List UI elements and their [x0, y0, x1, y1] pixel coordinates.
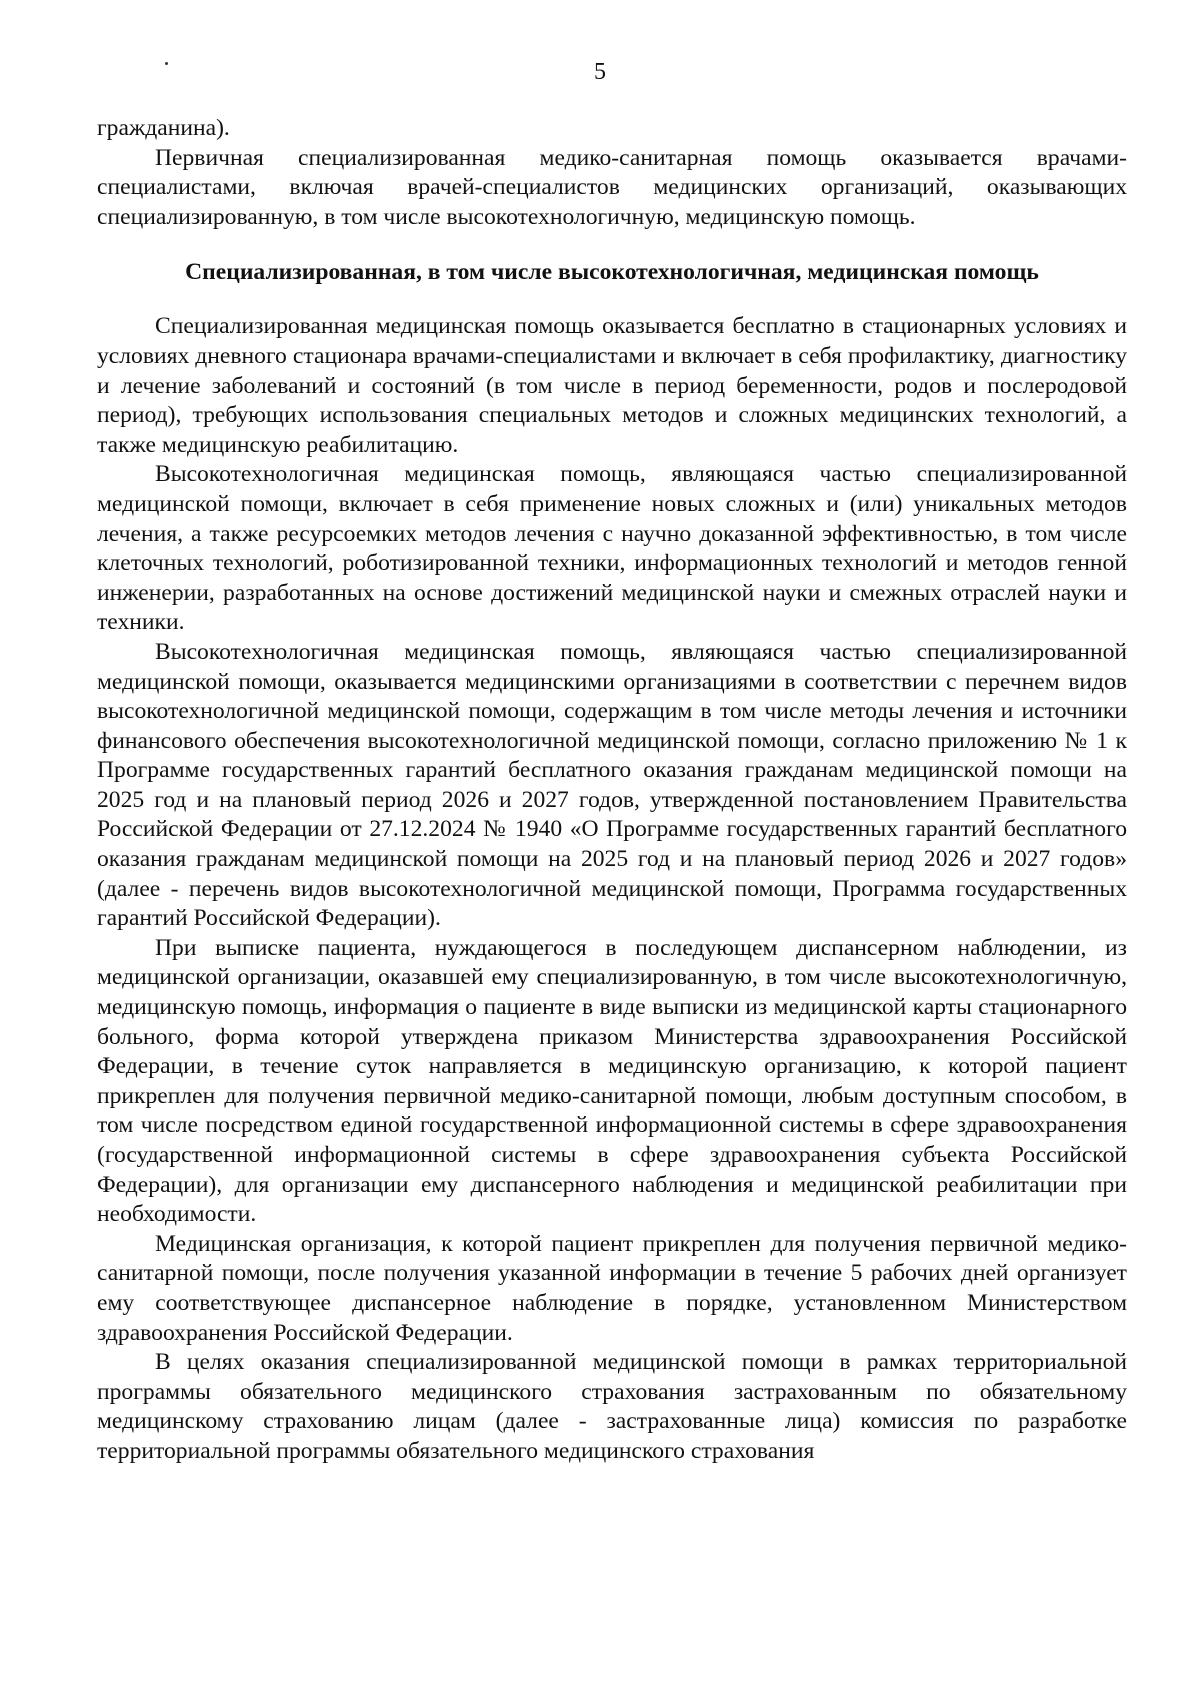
page-number: 5 [594, 59, 606, 85]
document-body [97, 114, 1127, 1467]
paragraph-primary-care: Первичная специализированная медико-санитарная помощь оказывается врачами-специалистами, включая врачей-специалистов медицинских организаций, оказывающих специализированную, в том числе высокотехнологичную, медицинскую помощь. [97, 144, 1127, 230]
paragraph-commission: В целях оказания специализированной медицинской помощи в рамках территориальной программы обязательного медицинского страхования застрахованным по обязательному медицинскому страхованию лицам (далее - застрахованные лица) комиссия по разработке территориальной программы обязательного медицинского страхования [97, 1349, 1127, 1464]
paragraph-discharge: При выписке пациента, нуждающегося в последующем диспансерном наблюдении, из медицинской организации, оказавшей ему специализированную, в том числе высокотехнологичную, медицинскую помощь, информация о пациенте в виде выписки из медицинской карты стационарного больного, форма которой утверждена приказом Министерства здравоохранения Российской Федерации, в течение суток направляется в медицинскую организацию, к которой пациент прикреплен для получения первичной медико-санитарной помощи, любым доступным способом, в том числе посредством единой государственной информационной системы в сфере здравоохранения (государственной информационной системы в сфере здравоохранения субъекта Российской Федерации), для организации ему диспансерного наблюдения и медицинской реабилитации при необходимости. [97, 934, 1127, 1228]
paragraph-high-tech-provision: Высокотехнологичная медицинская помощь, являющаяся частью специализированной медицинской помощи, оказывается медицинскими организациями в соответствии с перечнем видов высокотехнологичной медицинской помощи, содержащим в том числе методы лечения и источники финансового обеспечения высокотехнологичной медицинской помощи, согласно приложению № 1 к Программе государственных гарантий бесплатного оказания гражданам медицинской помощи на 2025 год и на плановый период 2026 и 2027 годов, утвержденной постановлением Правительства Российской Федерации от 27.12.2024 № 1940 «О Программе государственных гарантий бесплатного оказания гражданам медицинской помощи на 2025 год и на плановый период 2026 и 2027 годов» (далее - перечень видов высокотехнологичной медицинской помощи, Программа государственных гарантий Российской Федерации). [97, 638, 1127, 932]
paragraph-continuation: гражданина). [97, 115, 230, 141]
paragraph-dispensary-observation: Медицинская организация, к которой пациент прикреплен для получения первичной медико-санитарной помощи, после получения указанной информации в течение 5 рабочих дней организует ему соответствующее диспансерное наблюдение в порядке, установленном Министерством здравоохранения Российской Федерации. [97, 1230, 1127, 1346]
paragraph-specialized-care: Специализированная медицинская помощь оказывается бесплатно в стационарных условиях и условиях дневного стационара врачами-специалистами и включает в себя профилактику, диагностику и лечение заболеваний и состояний (в том числе в период беременности, родов и послеродовой период), требующих использования специальных методов и сложных медицинских технологий, а также медицинскую реабилитацию. [97, 313, 1127, 458]
paragraph-high-tech-definition: Высокотехнологичная медицинская помощь, являющаяся частью специализированной медицинской помощи, включает в себя применение новых сложных и (или) уникальных методов лечения, а также ресурсоемких методов лечения с научно доказанной эффективностью, в том числе клеточных технологий, роботизированной техники, информационных технологий и методов генной инженерии, разработанных на основе достижений медицинской науки и смежных отраслей науки и техники. [97, 461, 1127, 636]
section-heading: Специализированная, в том числе высокотехнологичная, медицинская помощь [185, 259, 1039, 286]
